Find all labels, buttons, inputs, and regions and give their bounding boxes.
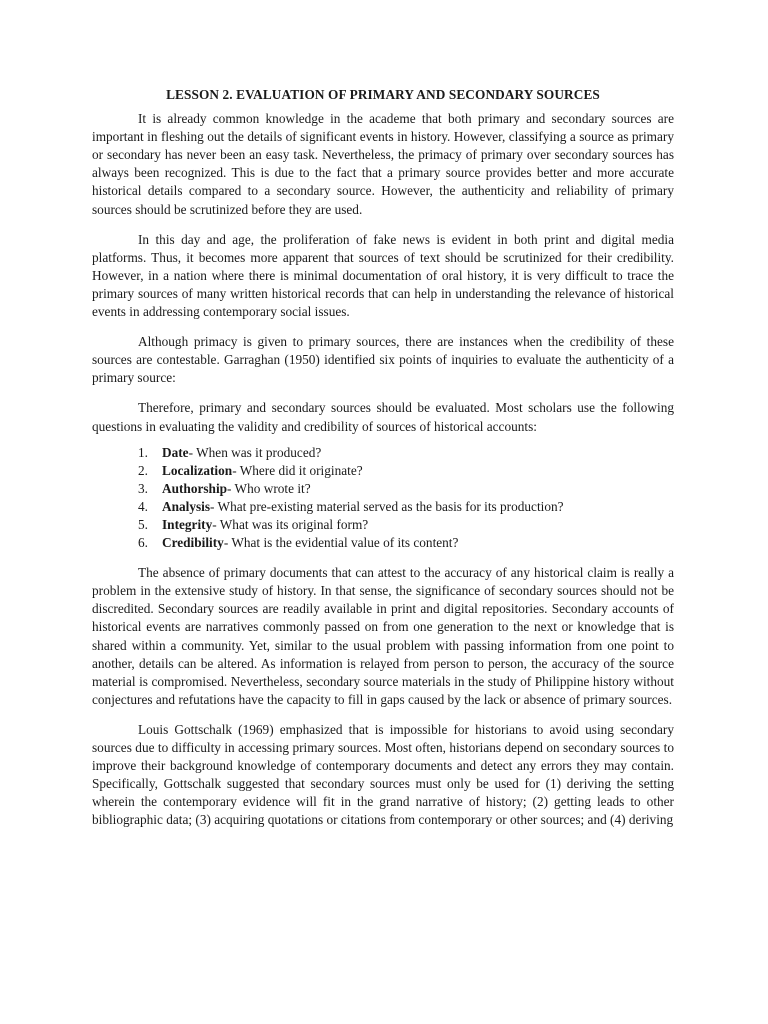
list-number: 5. [138,516,148,532]
list-number: 2. [138,462,148,478]
list-text: - What is the evidential value of its content? [223,535,459,551]
list-item [92,498,674,516]
document-page [92,86,674,841]
list-item [92,516,674,534]
evaluation-criteria-list [92,444,674,553]
list-text: - Who wrote it? [227,480,311,496]
paragraph: Although primacy is given to primary sources, there are instances when the credibility of these sources are contestable. Garraghan (1950) identified six points of inquiries to evaluate the authenticity of a primary source: [92,334,674,386]
paragraph: Therefore, primary and secondary sources should be evaluated. Most scholars use the following questions in evaluating the validity and credibility of sources of historical accounts: [92,400,674,434]
list-number: 1. [138,444,148,460]
list-number: 6. [138,535,148,551]
list-text: - What was its original form? [212,516,369,532]
list-item [92,444,674,462]
paragraph: It is already common knowledge in the academe that both primary and secondary sources are important in fleshing out the details of significant events in history. However, classifying a source as primary or secondary has never been an easy task. Nevertheless, the primacy of primary over secondary sources has always been recognized. This is due to the fact that a primary source provides better and more accurate historical details compared to a secondary source. However, the authenticity and reliability of primary sources should be scrutinized before they are used. [92,111,674,217]
list-term: Credibility [162,535,224,551]
list-term: Date [162,444,189,460]
list-text: - What pre-existing material served as the basis for its production? [210,498,564,514]
paragraph: Louis Gottschalk (1969) emphasized that is impossible for historians to avoid using secondary sources due to difficulty in accessing primary sources. Most often, historians depend on secondary sources to improve their background knowledge of contemporary documents and detect any errors they may contain. Specifically, Gottschalk suggested that secondary sources must only be used for (1) deriving the setting wherein the contemporary evidence will fit in the grand narrative of history; (2) getting leads to other bibliographic data; (3) acquiring quotations or citations from contemporary or other sources; and (4) deriving [92,721,674,828]
list-term: Integrity [162,516,213,532]
list-item [92,462,674,480]
list-item [92,480,674,498]
list-text: - When was it produced? [188,444,322,460]
list-term: Authorship [162,480,228,496]
list-text: - Where did it originate? [232,462,363,478]
paragraph: The absence of primary documents that can attest to the accuracy of any historical claim is really a problem in the extensive study of history. In that sense, the significance of secondary sources should not be discredited. Secondary sources are readily available in print and digital repositories. Secondary accounts of historical events are narratives commonly passed on from one generation to the next or knowledge that is shared within a community. Yet, similar to the usual problem with passing information from one point to another, details can be altered. As information is relayed from person to person, the accuracy of the source material is compromised. Nevertheless, secondary source materials in the study of Philippine history without conjectures and refutations have the capacity to fill in gaps caused by the lack or absence of primary sources. [92,565,674,707]
paragraph: In this day and age, the proliferation of fake news is evident in both print and digital media platforms. Thus, it becomes more apparent that sources of text should be scrutinized for their credibility. However, in a nation where there is minimal documentation of oral history, it is very difficult to trace the primary sources of many written historical records that can help in understanding the relevance of historical events in addressing contemporary social issues. [92,231,674,320]
list-number: 3. [138,480,148,496]
list-item [92,534,674,552]
lesson-title: LESSON 2. EVALUATION OF PRIMARY AND SECONDARY SOURCES [166,87,600,102]
list-term: Analysis [162,498,211,514]
list-term: Localization [162,462,233,478]
list-number: 4. [138,498,148,514]
